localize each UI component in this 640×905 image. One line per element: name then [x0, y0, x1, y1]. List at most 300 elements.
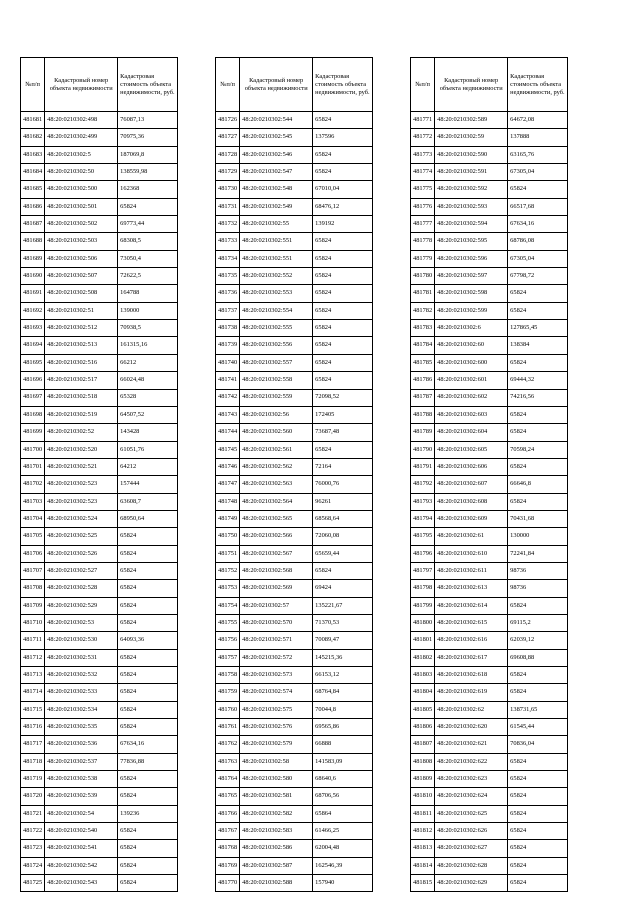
cell-cadastral-cost: 72241,84 — [508, 545, 568, 562]
cell-cadastral-cost: 65824 — [118, 597, 178, 614]
cell-cadastral-cost: 65824 — [508, 406, 568, 423]
cell-cadastral-cost: 65824 — [313, 337, 373, 354]
cell-cadastral-cost: 69115,2 — [508, 614, 568, 631]
cell-cadastral-cost: 172405 — [313, 406, 373, 423]
cell-cadastral-number: 48:20:0210302:581 — [240, 788, 313, 805]
cell-cadastral-number: 48:20:0210302:507 — [45, 268, 118, 285]
cell-number: 481689 — [21, 250, 45, 267]
table-row — [216, 354, 373, 371]
cell-cadastral-cost: 72060,08 — [313, 528, 373, 545]
cell-number: 481814 — [411, 857, 435, 874]
table-row — [21, 632, 178, 649]
table-row — [216, 510, 373, 527]
table-row — [216, 337, 373, 354]
cell-cadastral-number: 48:20:0210302:527 — [45, 562, 118, 579]
cell-number: 481754 — [216, 597, 240, 614]
cell-cadastral-cost: 96261 — [313, 493, 373, 510]
table-row — [216, 857, 373, 874]
cell-cadastral-cost: 65824 — [508, 823, 568, 840]
cell-cadastral-number: 48:20:0210302:558 — [240, 372, 313, 389]
cell-number: 481733 — [216, 233, 240, 250]
cell-number: 481730 — [216, 181, 240, 198]
cell-cadastral-number: 48:20:0210302:506 — [45, 250, 118, 267]
cell-number: 481780 — [411, 268, 435, 285]
cell-cadastral-number: 48:20:0210302:513 — [45, 337, 118, 354]
table-row — [21, 719, 178, 736]
cell-number: 481815 — [411, 875, 435, 892]
cell-cadastral-cost: 65824 — [508, 875, 568, 892]
cell-cadastral-cost: 70836,04 — [508, 736, 568, 753]
cell-number: 481700 — [21, 441, 45, 458]
table-row — [216, 545, 373, 562]
table-row — [21, 129, 178, 146]
cell-cadastral-cost: 65864 — [313, 805, 373, 822]
header-cadastral-number: Кадастровый номер объекта недвижимости — [240, 58, 313, 112]
cell-cadastral-cost: 65824 — [313, 441, 373, 458]
cell-cadastral-number: 48:20:0210302:610 — [435, 545, 508, 562]
table-row — [216, 164, 373, 181]
cell-cadastral-number: 48:20:0210302:597 — [435, 268, 508, 285]
table-row — [216, 250, 373, 267]
cell-number: 481702 — [21, 476, 45, 493]
cell-cadastral-cost: 141583,09 — [313, 753, 373, 770]
table-header-row — [411, 58, 568, 112]
cell-cadastral-cost: 68950,64 — [118, 510, 178, 527]
table-row — [21, 771, 178, 788]
cell-cadastral-number: 48:20:0210302:542 — [45, 857, 118, 874]
cell-cadastral-number: 48:20:0210302:592 — [435, 181, 508, 198]
cell-cadastral-number: 48:20:0210302:614 — [435, 597, 508, 614]
cell-cadastral-number: 48:20:0210302:625 — [435, 805, 508, 822]
cell-cadastral-cost: 157444 — [118, 476, 178, 493]
cell-cadastral-number: 48:20:0210302:503 — [45, 233, 118, 250]
cell-cadastral-cost: 68764,84 — [313, 684, 373, 701]
cell-cadastral-cost: 72622,5 — [118, 268, 178, 285]
cell-cadastral-cost: 67305,04 — [508, 164, 568, 181]
cell-cadastral-cost: 98736 — [508, 580, 568, 597]
cell-number: 481760 — [216, 701, 240, 718]
table-row — [21, 823, 178, 840]
cell-number: 481701 — [21, 458, 45, 475]
cell-number: 481752 — [216, 562, 240, 579]
cell-cadastral-cost: 65824 — [508, 424, 568, 441]
table-row — [21, 667, 178, 684]
cell-number: 481705 — [21, 528, 45, 545]
table-row — [21, 476, 178, 493]
cell-number: 481735 — [216, 268, 240, 285]
cell-number: 481804 — [411, 684, 435, 701]
table-row — [411, 302, 568, 319]
cell-number: 481802 — [411, 649, 435, 666]
table-row — [216, 268, 373, 285]
table-row — [216, 701, 373, 718]
table-row — [21, 250, 178, 267]
table-row — [216, 458, 373, 475]
cell-number: 481710 — [21, 614, 45, 631]
cell-number: 481739 — [216, 337, 240, 354]
cell-cadastral-cost: 77836,88 — [118, 753, 178, 770]
table-row — [21, 857, 178, 874]
cell-cadastral-number: 48:20:0210302:518 — [45, 389, 118, 406]
cell-number: 481805 — [411, 701, 435, 718]
cell-cadastral-cost: 65824 — [508, 840, 568, 857]
table-row — [411, 684, 568, 701]
table-row — [216, 233, 373, 250]
cell-number: 481746 — [216, 458, 240, 475]
table-row — [216, 580, 373, 597]
table-row — [411, 389, 568, 406]
cell-number: 481743 — [216, 406, 240, 423]
cell-cadastral-number: 48:20:0210302:566 — [240, 528, 313, 545]
cell-cadastral-number: 48:20:0210302:568 — [240, 562, 313, 579]
table-row — [21, 424, 178, 441]
cell-number: 481779 — [411, 250, 435, 267]
table-row — [411, 701, 568, 718]
cell-cadastral-number: 48:20:0210302:567 — [240, 545, 313, 562]
cell-cadastral-cost: 65824 — [118, 198, 178, 215]
cell-cadastral-cost: 137596 — [313, 129, 373, 146]
cell-cadastral-number: 48:20:0210302:627 — [435, 840, 508, 857]
table-row — [216, 632, 373, 649]
cell-cadastral-cost: 72164 — [313, 458, 373, 475]
cell-cadastral-number: 48:20:0210302:576 — [240, 719, 313, 736]
cell-number: 481794 — [411, 510, 435, 527]
table-row — [216, 597, 373, 614]
cell-cadastral-cost: 73050,4 — [118, 250, 178, 267]
cell-cadastral-number: 48:20:0210302:516 — [45, 354, 118, 371]
cell-cadastral-number: 48:20:0210302:547 — [240, 164, 313, 181]
cell-cadastral-cost: 65824 — [508, 753, 568, 770]
cell-number: 481715 — [21, 701, 45, 718]
cell-cadastral-number: 48:20:0210302:575 — [240, 701, 313, 718]
cell-cadastral-number: 48:20:0210302:605 — [435, 441, 508, 458]
cell-cadastral-cost: 65824 — [313, 112, 373, 129]
cell-number: 481790 — [411, 441, 435, 458]
table-row — [411, 771, 568, 788]
cell-cadastral-number: 48:20:0210302:606 — [435, 458, 508, 475]
cell-cadastral-cost: 130000 — [508, 528, 568, 545]
table-row — [216, 719, 373, 736]
table-row — [21, 372, 178, 389]
header-number: №п/п — [411, 58, 435, 112]
table-row — [411, 545, 568, 562]
cell-cadastral-number: 48:20:0210302:624 — [435, 788, 508, 805]
cell-cadastral-cost: 187069,8 — [118, 146, 178, 163]
table-row — [21, 146, 178, 163]
cell-cadastral-number: 48:20:0210302:51 — [45, 302, 118, 319]
cell-cadastral-cost: 65824 — [313, 354, 373, 371]
table-row — [21, 233, 178, 250]
cell-cadastral-number: 48:20:0210302:582 — [240, 805, 313, 822]
cell-cadastral-cost: 67634,16 — [508, 216, 568, 233]
cell-cadastral-number: 48:20:0210302:561 — [240, 441, 313, 458]
table-row — [411, 736, 568, 753]
cell-cadastral-cost: 66646,8 — [508, 476, 568, 493]
table-row — [21, 788, 178, 805]
table-row — [21, 493, 178, 510]
cell-cadastral-cost: 66888 — [313, 736, 373, 753]
cell-cadastral-cost: 67305,04 — [508, 250, 568, 267]
cell-number: 481692 — [21, 302, 45, 319]
cell-cadastral-number: 48:20:0210302:565 — [240, 510, 313, 527]
cell-number: 481809 — [411, 771, 435, 788]
cell-cadastral-cost: 139000 — [118, 302, 178, 319]
table-row — [21, 389, 178, 406]
cell-cadastral-cost: 66153,12 — [313, 667, 373, 684]
cell-cadastral-number: 48:20:0210302:50 — [45, 164, 118, 181]
cell-number: 481759 — [216, 684, 240, 701]
cell-cadastral-cost: 65824 — [118, 562, 178, 579]
cell-cadastral-cost: 70938,5 — [118, 320, 178, 337]
cell-number: 481694 — [21, 337, 45, 354]
cell-number: 481750 — [216, 528, 240, 545]
cell-cadastral-cost: 65824 — [508, 805, 568, 822]
cell-cadastral-cost: 69608,88 — [508, 649, 568, 666]
table-row — [21, 753, 178, 770]
table-row — [411, 164, 568, 181]
cell-cadastral-number: 48:20:0210302:564 — [240, 493, 313, 510]
table-row — [411, 337, 568, 354]
cell-number: 481713 — [21, 667, 45, 684]
cell-cadastral-number: 48:20:0210302:56 — [240, 406, 313, 423]
cell-cadastral-cost: 76000,76 — [313, 476, 373, 493]
cell-cadastral-cost: 74216,56 — [508, 389, 568, 406]
cell-cadastral-cost: 70089,47 — [313, 632, 373, 649]
cell-number: 481789 — [411, 424, 435, 441]
cell-cadastral-number: 48:20:0210302:6 — [435, 320, 508, 337]
cell-cadastral-number: 48:20:0210302:602 — [435, 389, 508, 406]
cell-number: 481693 — [21, 320, 45, 337]
cell-cadastral-cost: 62004,48 — [313, 840, 373, 857]
cell-number: 481776 — [411, 198, 435, 215]
cell-cadastral-cost: 68640,6 — [313, 771, 373, 788]
cell-number: 481686 — [21, 198, 45, 215]
cell-number: 481744 — [216, 424, 240, 441]
table-row — [411, 510, 568, 527]
table-row — [411, 580, 568, 597]
cell-number: 481684 — [21, 164, 45, 181]
table-header-row — [216, 58, 373, 112]
header-cadastral-cost: Кадастровая стоимость объекта недвижимости, руб. — [118, 58, 178, 112]
cell-cadastral-number: 48:20:0210302:556 — [240, 337, 313, 354]
cell-cadastral-number: 48:20:0210302:62 — [435, 701, 508, 718]
cell-cadastral-number: 48:20:0210302:529 — [45, 597, 118, 614]
cell-number: 481687 — [21, 216, 45, 233]
table-row — [411, 250, 568, 267]
table-row — [411, 823, 568, 840]
table-row — [411, 788, 568, 805]
cell-cadastral-number: 48:20:0210302:533 — [45, 684, 118, 701]
cell-cadastral-number: 48:20:0210302:498 — [45, 112, 118, 129]
cell-number: 481768 — [216, 840, 240, 857]
cell-number: 481781 — [411, 285, 435, 302]
cell-cadastral-number: 48:20:0210302:539 — [45, 788, 118, 805]
cell-cadastral-number: 48:20:0210302:500 — [45, 181, 118, 198]
cell-cadastral-cost: 65824 — [118, 823, 178, 840]
cell-cadastral-cost: 64672,08 — [508, 112, 568, 129]
cell-cadastral-number: 48:20:0210302:551 — [240, 250, 313, 267]
cell-cadastral-cost: 65824 — [508, 354, 568, 371]
cell-number: 481765 — [216, 788, 240, 805]
cell-cadastral-cost: 67634,16 — [118, 736, 178, 753]
cell-number: 481747 — [216, 476, 240, 493]
cell-number: 481727 — [216, 129, 240, 146]
table-row — [411, 649, 568, 666]
cell-number: 481695 — [21, 354, 45, 371]
cell-cadastral-cost: 139192 — [313, 216, 373, 233]
cell-cadastral-number: 48:20:0210302:571 — [240, 632, 313, 649]
cell-number: 481708 — [21, 580, 45, 597]
header-cadastral-number: Кадастровый номер объекта недвижимости — [435, 58, 508, 112]
table-row — [21, 354, 178, 371]
cell-cadastral-number: 48:20:0210302:620 — [435, 719, 508, 736]
cell-number: 481728 — [216, 146, 240, 163]
table-row — [216, 320, 373, 337]
cell-cadastral-cost: 65824 — [508, 771, 568, 788]
cell-number: 481706 — [21, 545, 45, 562]
cell-number: 481697 — [21, 389, 45, 406]
cell-number: 481795 — [411, 528, 435, 545]
cell-number: 481741 — [216, 372, 240, 389]
cell-cadastral-cost: 65824 — [118, 545, 178, 562]
cell-cadastral-number: 48:20:0210302:523 — [45, 476, 118, 493]
cell-cadastral-number: 48:20:0210302:611 — [435, 562, 508, 579]
table-row — [21, 112, 178, 129]
table-row — [411, 614, 568, 631]
cell-number: 481685 — [21, 181, 45, 198]
table-row — [411, 198, 568, 215]
cell-cadastral-cost: 65824 — [118, 771, 178, 788]
cell-number: 481721 — [21, 805, 45, 822]
cell-number: 481812 — [411, 823, 435, 840]
cell-number: 481757 — [216, 649, 240, 666]
table-row — [21, 458, 178, 475]
cell-number: 481783 — [411, 320, 435, 337]
cell-cadastral-number: 48:20:0210302:604 — [435, 424, 508, 441]
cell-cadastral-number: 48:20:0210302:594 — [435, 216, 508, 233]
cell-cadastral-cost: 65824 — [313, 268, 373, 285]
table-body — [411, 112, 568, 892]
cell-cadastral-number: 48:20:0210302:573 — [240, 667, 313, 684]
cell-cadastral-cost: 65824 — [508, 285, 568, 302]
cell-cadastral-number: 48:20:0210302:586 — [240, 840, 313, 857]
cell-cadastral-cost: 161315,16 — [118, 337, 178, 354]
cell-number: 481796 — [411, 545, 435, 562]
cell-number: 481775 — [411, 181, 435, 198]
cell-cadastral-cost: 137888 — [508, 129, 568, 146]
cell-cadastral-number: 48:20:0210302:621 — [435, 736, 508, 753]
cell-number: 481704 — [21, 510, 45, 527]
cell-cadastral-cost: 68476,12 — [313, 198, 373, 215]
table-row — [216, 285, 373, 302]
table-row — [21, 216, 178, 233]
cell-cadastral-number: 48:20:0210302:544 — [240, 112, 313, 129]
cell-number: 481763 — [216, 753, 240, 770]
table-row — [411, 372, 568, 389]
cell-number: 481698 — [21, 406, 45, 423]
cell-number: 481682 — [21, 129, 45, 146]
cell-cadastral-cost: 65824 — [118, 875, 178, 892]
cell-cadastral-cost: 98736 — [508, 562, 568, 579]
cadastral-table-2 — [215, 57, 373, 892]
cell-cadastral-cost: 65824 — [118, 667, 178, 684]
cell-number: 481681 — [21, 112, 45, 129]
cell-cadastral-cost: 138731,65 — [508, 701, 568, 718]
table-row — [216, 805, 373, 822]
cell-cadastral-number: 48:20:0210302:537 — [45, 753, 118, 770]
cell-number: 481734 — [216, 250, 240, 267]
table-row — [216, 528, 373, 545]
cell-cadastral-number: 48:20:0210302:599 — [435, 302, 508, 319]
cell-cadastral-cost: 65824 — [313, 285, 373, 302]
table-row — [411, 805, 568, 822]
cell-cadastral-number: 48:20:0210302:555 — [240, 320, 313, 337]
table-row — [21, 701, 178, 718]
cell-cadastral-cost: 66517,68 — [508, 198, 568, 215]
cell-cadastral-number: 48:20:0210302:569 — [240, 580, 313, 597]
cell-cadastral-number: 48:20:0210302:622 — [435, 753, 508, 770]
cell-number: 481699 — [21, 424, 45, 441]
cell-cadastral-cost: 76087,13 — [118, 112, 178, 129]
cell-cadastral-cost: 65824 — [508, 857, 568, 874]
table-row — [411, 476, 568, 493]
cell-cadastral-number: 48:20:0210302:61 — [435, 528, 508, 545]
cell-cadastral-cost: 63165,76 — [508, 146, 568, 163]
cell-number: 481745 — [216, 441, 240, 458]
header-number: №п/п — [216, 58, 240, 112]
table-row — [21, 805, 178, 822]
cell-cadastral-number: 48:20:0210302:629 — [435, 875, 508, 892]
cell-number: 481737 — [216, 302, 240, 319]
table-row — [21, 181, 178, 198]
cell-cadastral-number: 48:20:0210302:535 — [45, 719, 118, 736]
cell-number: 481787 — [411, 389, 435, 406]
cell-number: 481799 — [411, 597, 435, 614]
cell-cadastral-cost: 143428 — [118, 424, 178, 441]
cell-number: 481774 — [411, 164, 435, 181]
table-row — [411, 528, 568, 545]
table-row — [21, 840, 178, 857]
cell-cadastral-number: 48:20:0210302:499 — [45, 129, 118, 146]
cell-cadastral-number: 48:20:0210302:607 — [435, 476, 508, 493]
table-row — [411, 424, 568, 441]
cell-cadastral-number: 48:20:0210302:574 — [240, 684, 313, 701]
cell-cadastral-number: 48:20:0210302:549 — [240, 198, 313, 215]
cell-number: 481785 — [411, 354, 435, 371]
cell-number: 481801 — [411, 632, 435, 649]
cell-cadastral-number: 48:20:0210302:593 — [435, 198, 508, 215]
cell-cadastral-number: 48:20:0210302:613 — [435, 580, 508, 597]
cell-cadastral-cost: 62039,12 — [508, 632, 568, 649]
cell-cadastral-number: 48:20:0210302:52 — [45, 424, 118, 441]
table-row — [216, 372, 373, 389]
table-row — [216, 406, 373, 423]
cell-cadastral-number: 48:20:0210302:54 — [45, 805, 118, 822]
table-row — [411, 233, 568, 250]
table-row — [216, 667, 373, 684]
table-row — [411, 493, 568, 510]
table-row — [411, 840, 568, 857]
cell-number: 481797 — [411, 562, 435, 579]
cell-number: 481742 — [216, 389, 240, 406]
table-row — [411, 112, 568, 129]
cell-cadastral-number: 48:20:0210302:60 — [435, 337, 508, 354]
cell-number: 481803 — [411, 667, 435, 684]
cell-number: 481722 — [21, 823, 45, 840]
table-row — [21, 302, 178, 319]
header-cadastral-cost: Кадастровая стоимость объекта недвижимости, руб. — [313, 58, 373, 112]
cell-cadastral-cost: 65824 — [508, 667, 568, 684]
